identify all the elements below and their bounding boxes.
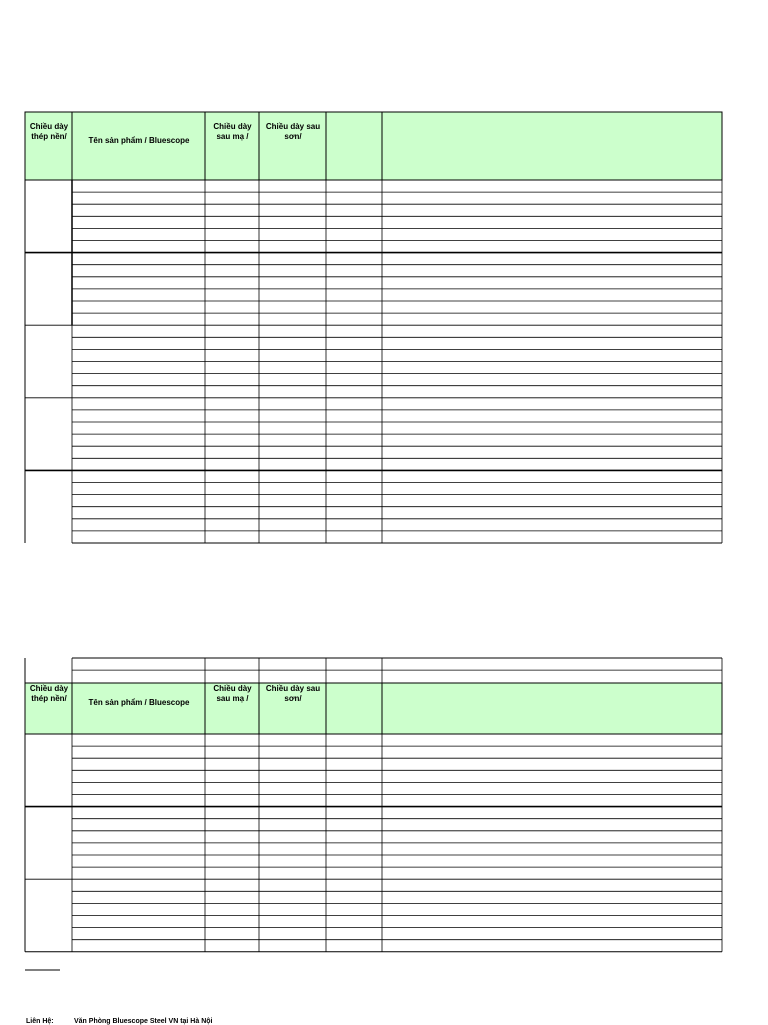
header-thickness-after-paint: Chiều dày sau sơn/ <box>265 684 321 703</box>
header-product-name: Tên sản phẩm / Bluescope <box>88 136 190 145</box>
header-product-name: Tên sản phẩm / Bluescope <box>88 698 190 707</box>
office-address: Văn Phòng Bluescope Steel VN tại Hà Nội <box>74 1018 213 1025</box>
header-row <box>25 112 722 180</box>
header-thickness-after-paint: Chiều dày sau sơn/ <box>265 122 321 141</box>
header-substrate-thickness: Chiều dày thép nền/ <box>29 684 69 703</box>
contact-label: Liên Hệ: <box>26 1018 54 1025</box>
header-row <box>25 683 722 734</box>
header-thickness-after-coating: Chiều dày sau mạ / <box>213 684 252 703</box>
header-thickness-after-coating: Chiều dày sau mạ / <box>213 122 252 141</box>
header-substrate-thickness: Chiều dày thép nền/ <box>29 122 69 141</box>
